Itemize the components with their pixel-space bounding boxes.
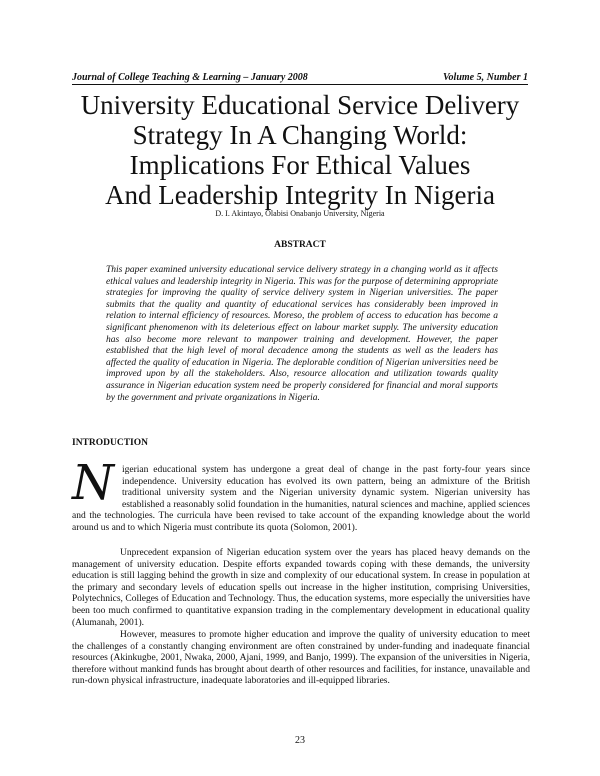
author-line: D. I. Akintayo, Olabisi Onabanjo University, Nigeria [215,209,385,218]
title-line: Implications For Ethical Values [129,150,471,180]
intro-paragraph-1 [72,455,530,535]
page-number: 23 [295,735,305,746]
title-line: And Leadership Integrity In Nigeria [105,180,495,210]
running-header [72,72,528,85]
paper-title [60,90,540,210]
volume-number: Volume 5, Number 1 [442,72,528,83]
paragraph-text: igerian educational system has undergone a great deal of change in the past forty-four years since independence. University education has evolved its own pattern, being an admixture of the British traditional university system and the Nigerian university dynamic system. Nigerian university has established a reasonably solid foundation in the humanities, natural sciences and machine, applied sciences and the technologies. The curricula have been revised to take account of the expanding knowledge about the world around us and to which Nigeria must contribute its quota (Solomon, 2001). [72,465,530,533]
introduction-heading: INTRODUCTION [72,438,149,448]
abstract-heading: ABSTRACT [274,240,326,250]
drop-cap: N [72,455,114,511]
title-line: Strategy In A Changing World: [132,120,468,150]
intro-paragraph-2: Unprecedent expansion of Nigerian education system over the years has placed heavy demands on the management of university education. Despite efforts expanded towards coping with these demands, the university education is still lagging behind the growth in size and complexity of our educational system. In crease in population at the primary and secondary levels of education spells out increase in the higher institution, comprising Universities, Polytechnics, Colleges of Education and Technology. Thus, the education systems, more especially the universities have been too much confirmed to quantitative expansion trading in the complementary development in educational quality (Alumanah, 2001). [72,548,530,628]
journal-name: Journal of College Teaching & Learning – January 2008 [72,72,308,83]
abstract-text: This paper examined university educational service delivery strategy in a changing world as it affects ethical values and leadership integrity in Nigeria. This was for the purpose of determining appropriate strategies for improving the quality of service delivery system in Nigerian universities. The paper submits that the quality and quantity of educational services has considerably been improved in relation to internal efficiency of resources. Moreso, the problem of access to education has become a significant phenomenon with its deleterious effect on labour market supply. The university education has also become more relevant to manpower training and development. However, the paper established that the high level of moral decadence among the students as well as the leaders has affected the quality of education in Nigeria. The deplorable condition of Nigerian universities need be improved upon by all the stakeholders. Also, resource allocation and utilization towards quality assurance in Nigerian education system need be properly considered for financial and moral supports by the government and private organizations in Nigeria. [106,265,498,403]
intro-paragraph-3: However, measures to promote higher education and improve the quality of university education to meet the challenges of a constantly changing environment are often constrained by under-funding and inadequate financial resources (Akinkugbe, 2001, Nwaka, 2000, Ajani, 1999, and Banjo, 1999). The expansion of the universities in Nigeria, therefore without mankind funds has brought about dearth of other resources and facilities, for instance, unavailable and run-down physical infrastructure, inadequate laboratories and ill-equipped libraries. [72,630,530,687]
title-line: University Educational Service Delivery [80,90,520,120]
